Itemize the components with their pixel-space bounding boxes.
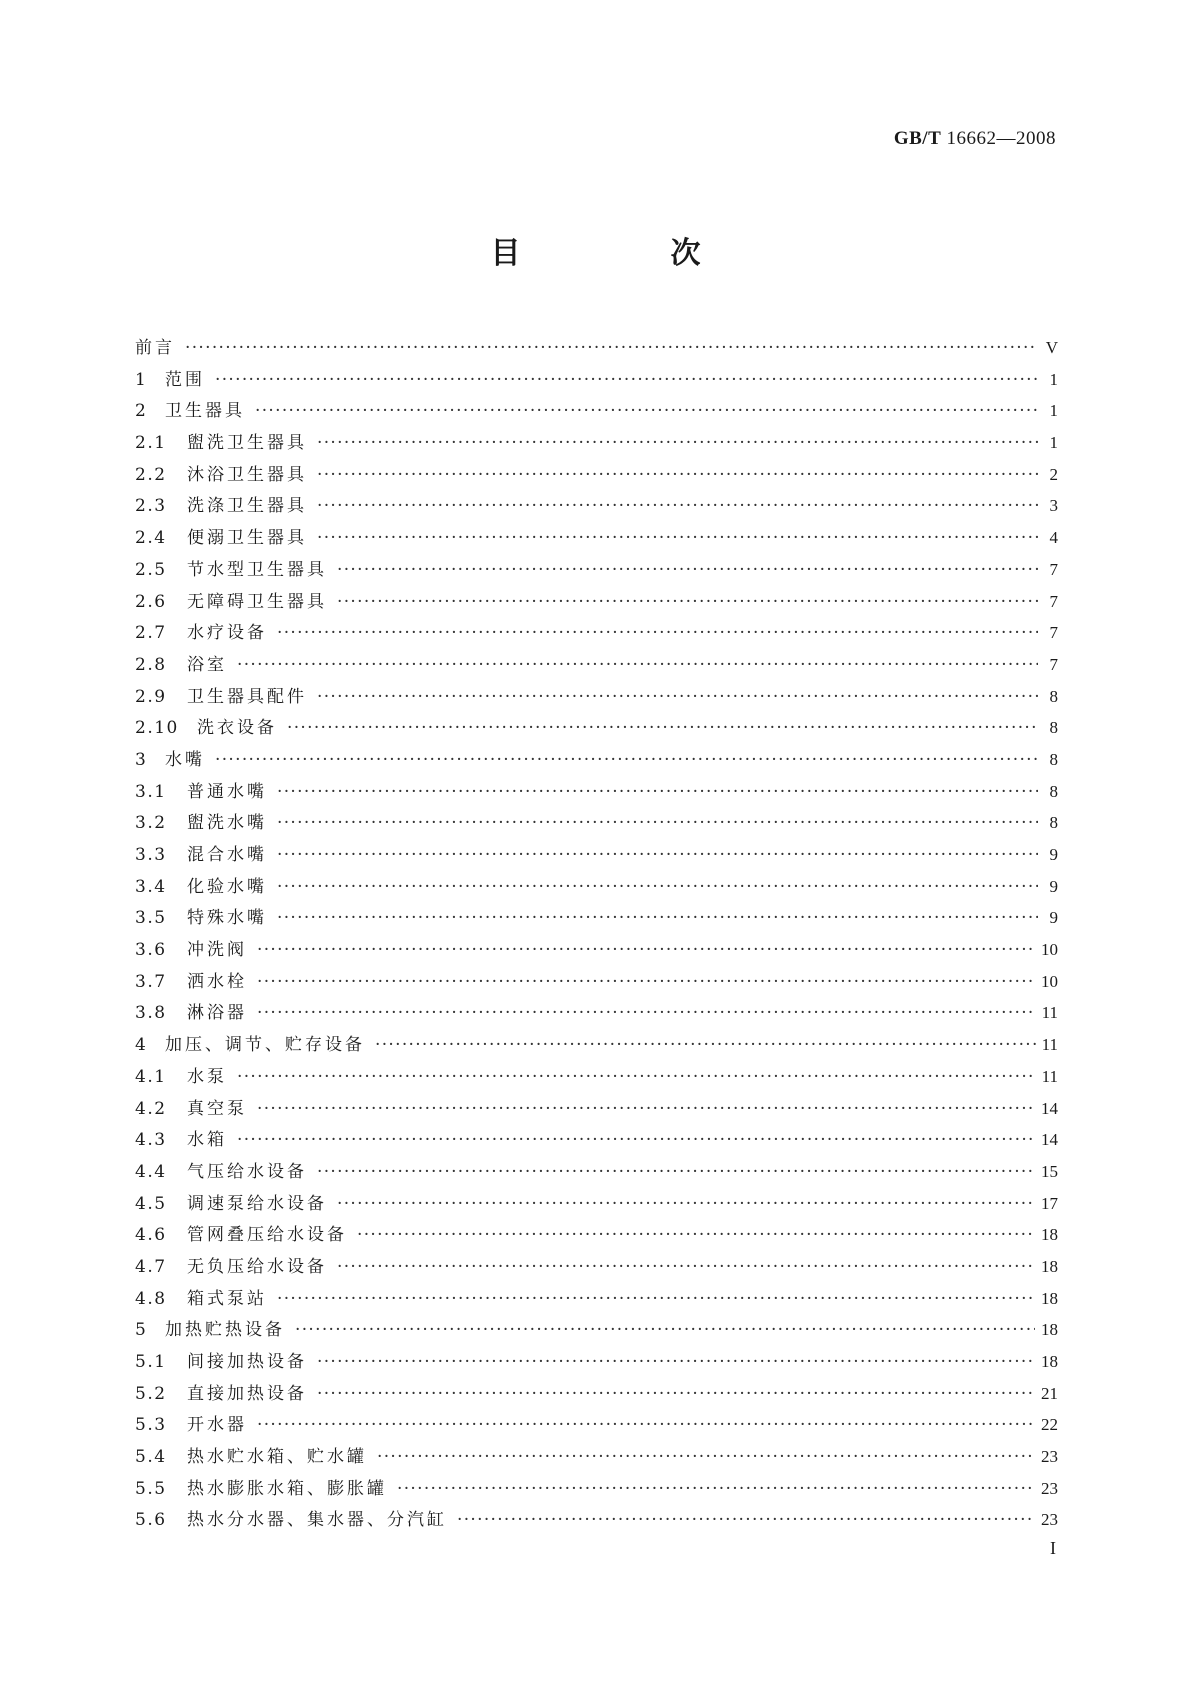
toc-entry-label: 间接加热设备: [187, 1352, 307, 1372]
toc-entry[interactable]: [135, 1029, 1058, 1061]
toc-entry-number: 5.1: [135, 1352, 167, 1372]
toc-entry-label: 便溺卫生器具: [187, 528, 307, 549]
toc-entry-number: 3.2: [135, 813, 167, 834]
toc-entry-page: V: [1045, 338, 1058, 357]
toc-entry-label: 水泵: [187, 1066, 227, 1087]
toc-entry[interactable]: [135, 1219, 1058, 1251]
toc-entry-page: 11: [1041, 1035, 1058, 1055]
toc-entry-page: 8: [1049, 781, 1058, 801]
toc-leader: [277, 1284, 1035, 1316]
toc-entry-number: 3.7: [135, 971, 167, 992]
toc-entry[interactable]: [135, 617, 1058, 649]
toc-leader: [377, 1442, 1035, 1474]
toc-entry[interactable]: [135, 1473, 1058, 1505]
toc-entry[interactable]: [135, 1124, 1058, 1156]
toc-leader: [317, 523, 1038, 555]
toc-entry[interactable]: [135, 712, 1058, 744]
toc-entry-label: 调速泵给水设备: [187, 1193, 327, 1214]
toc-entry-page: 4: [1049, 528, 1058, 548]
toc-entry[interactable]: [135, 649, 1058, 681]
toc-entry-page: 23: [1041, 1478, 1058, 1498]
toc-entry-number: 4.3: [135, 1130, 167, 1151]
toc-leader: [277, 840, 1038, 872]
toc-entry-page: 11: [1041, 1003, 1058, 1023]
toc-entry[interactable]: [135, 395, 1058, 427]
toc-entry-label: 卫生器具: [165, 401, 245, 422]
toc-entry-label: 直接加热设备: [187, 1383, 307, 1404]
standard-code-number: 16662—2008: [946, 128, 1056, 149]
toc-entry-page: 23: [1041, 1447, 1058, 1467]
toc-entry-page: 15: [1041, 1161, 1058, 1181]
toc-entry-number: 4: [135, 1035, 148, 1056]
toc-leader: [277, 808, 1038, 840]
toc-leader: [317, 682, 1038, 714]
toc-entry-label: 普通水嘴: [187, 781, 267, 802]
toc-entry-number: 2.7: [135, 623, 167, 644]
toc-leader: [215, 365, 1038, 397]
toc-entry-page: 8: [1049, 718, 1058, 738]
toc-entry-label: 冲洗阀: [187, 940, 247, 961]
toc-entry[interactable]: [135, 744, 1058, 776]
toc-entry[interactable]: [135, 364, 1058, 396]
toc-entry-label: 加热贮热设备: [165, 1320, 285, 1341]
toc-entry-label: 无障碍卫生器具: [187, 591, 327, 612]
toc-entry-label: 洗衣设备: [197, 718, 277, 739]
toc-entry-page: 18: [1041, 1225, 1058, 1245]
toc-entry[interactable]: [135, 1504, 1058, 1536]
toc-entry[interactable]: [135, 776, 1058, 808]
toc-entry-page: 7: [1049, 559, 1058, 579]
toc-entry-page: 18: [1041, 1256, 1058, 1276]
toc-entry-number: 2.8: [135, 654, 167, 675]
toc-leader: [317, 1379, 1035, 1411]
toc-leader: [357, 1220, 1035, 1252]
toc-leader: [337, 587, 1038, 619]
toc-leader: [277, 872, 1038, 904]
toc-entry-number: 3.6: [135, 940, 167, 961]
toc-entry-label: 盥洗水嘴: [187, 813, 267, 834]
toc-entry-page: 9: [1049, 908, 1058, 928]
toc-leader: [287, 713, 1038, 745]
toc-entry[interactable]: [135, 427, 1058, 459]
toc-entry-label: 水疗设备: [187, 623, 267, 644]
toc-entry-label: 管网叠压给水设备: [187, 1225, 347, 1246]
toc-leader: [457, 1505, 1035, 1537]
toc-entry-label: 热水贮水箱、贮水罐: [187, 1447, 367, 1468]
toc-entry-number: 2: [135, 401, 148, 422]
toc-entry-page: 1: [1049, 433, 1058, 453]
toc-entry[interactable]: [135, 1441, 1058, 1473]
toc-entry-page: 9: [1049, 876, 1058, 896]
toc-entry[interactable]: [135, 1409, 1058, 1441]
toc-entry-number: 2.6: [135, 591, 167, 612]
toc-leader: [255, 396, 1038, 428]
toc-entry-page: 8: [1049, 749, 1058, 769]
toc-title: 目 次: [490, 236, 761, 271]
toc-entry[interactable]: [135, 554, 1058, 586]
toc-leader: [277, 903, 1038, 935]
toc-entry-label: 节水型卫生器具: [187, 559, 327, 580]
toc-entry[interactable]: [135, 1061, 1058, 1093]
toc-entry-page: 1: [1049, 369, 1058, 389]
toc-entry-number: 2.4: [135, 528, 167, 549]
toc-entry[interactable]: [135, 459, 1058, 491]
toc-entry-number: 4.6: [135, 1225, 167, 1246]
toc-entry-label: 混合水嘴: [187, 845, 267, 865]
toc-entry-page: 18: [1041, 1320, 1058, 1340]
toc-entry-number: 2.3: [135, 496, 167, 517]
toc-entry-page: 7: [1049, 654, 1058, 674]
toc-entry-number: 3.4: [135, 876, 167, 897]
toc-entry[interactable]: [135, 807, 1058, 839]
toc-entry-page: 7: [1049, 591, 1058, 611]
toc-entry[interactable]: [135, 1346, 1058, 1378]
toc-leader: [337, 555, 1038, 587]
toc-entry-label: 热水分水器、集水器、分汽缸: [187, 1510, 447, 1531]
toc-entry-page: 1: [1049, 401, 1058, 421]
toc-entry-number: 4.7: [135, 1256, 167, 1277]
toc-entry[interactable]: [135, 871, 1058, 903]
toc-entry[interactable]: [135, 586, 1058, 618]
toc-entry[interactable]: [135, 681, 1058, 713]
toc-entry-label: 开水器: [187, 1415, 247, 1436]
toc-entry-page: 21: [1041, 1383, 1058, 1403]
toc-entry-label: 浴室: [187, 654, 227, 675]
toc-entry[interactable]: [135, 966, 1058, 998]
toc-entry-number: 4.2: [135, 1098, 167, 1119]
toc-entry-number: 3.3: [135, 845, 167, 865]
toc-entry[interactable]: [135, 934, 1058, 966]
toc-leader: [237, 1062, 1036, 1094]
toc-entry[interactable]: [135, 1314, 1058, 1346]
toc-entry-label: 范围: [165, 369, 205, 390]
toc-entry-label: 特殊水嘴: [187, 908, 267, 929]
toc-entry-number: 2.10: [135, 718, 179, 739]
toc-entry-number: 5.4: [135, 1447, 167, 1468]
toc-entry-label: 无负压给水设备: [187, 1256, 327, 1277]
toc-entry-page: 2: [1049, 464, 1058, 484]
toc-leader: [277, 618, 1038, 650]
toc-entry-label: 真空泵: [187, 1098, 247, 1119]
page-number: I: [1050, 1538, 1056, 1558]
toc-leader: [337, 1189, 1035, 1221]
toc-entry-number: 5.6: [135, 1510, 167, 1531]
toc-entry[interactable]: [135, 1093, 1058, 1125]
toc-entry-page: 8: [1049, 686, 1058, 706]
toc-entry-label: 加压、调节、贮存设备: [165, 1035, 365, 1056]
toc-entry-number: 2.5: [135, 559, 167, 580]
toc-leader: [257, 998, 1036, 1030]
standard-code: [894, 128, 1056, 150]
toc-entry-label: 洗涤卫生器具: [187, 496, 307, 517]
toc-entry-number: 2.9: [135, 686, 167, 707]
toc-entry-label: 化验水嘴: [187, 876, 267, 897]
toc-entry-page: 18: [1041, 1288, 1058, 1308]
toc-entry-page: 23: [1041, 1510, 1058, 1530]
toc-leader: [257, 967, 1035, 999]
toc-leader: [215, 745, 1038, 777]
toc-entry[interactable]: [135, 839, 1058, 871]
toc-entry-page: 7: [1049, 623, 1058, 643]
toc-leader: [257, 1410, 1035, 1442]
toc-leader: [295, 1315, 1035, 1347]
toc-entry-page: 17: [1041, 1193, 1058, 1213]
toc-entry-page: 8: [1049, 813, 1058, 833]
toc-leader: [277, 777, 1038, 809]
toc-leader: [257, 1094, 1035, 1126]
toc-entry-number: 2.1: [135, 433, 167, 454]
toc-entry-label: 水嘴: [165, 749, 205, 770]
toc-entry-number: 1: [135, 369, 148, 390]
toc-entry-number: 2.2: [135, 464, 167, 485]
toc-entry-label: 沐浴卫生器具: [187, 464, 307, 485]
toc-entry-page: 18: [1041, 1352, 1058, 1371]
toc-entry-number: 4.8: [135, 1288, 167, 1309]
toc-entry[interactable]: [135, 1283, 1058, 1315]
toc-leader: [317, 1157, 1035, 1189]
toc-entry-label: 箱式泵站: [187, 1288, 267, 1309]
toc-entry[interactable]: [135, 1251, 1058, 1283]
toc-leader: [185, 333, 1038, 365]
toc-entry-page: 3: [1049, 496, 1058, 516]
toc-entry-page: 10: [1041, 971, 1058, 991]
toc-entry-page: 11: [1041, 1066, 1058, 1086]
toc-leader: [397, 1474, 1035, 1506]
toc-leader: [375, 1030, 1036, 1062]
toc-entry-page: 9: [1049, 845, 1058, 864]
toc-leader: [237, 650, 1038, 682]
toc-leader: [317, 491, 1038, 523]
table-of-contents: [135, 332, 1058, 1536]
toc-leader: [337, 1252, 1035, 1284]
toc-entry-label: 盥洗卫生器具: [187, 433, 307, 454]
toc-entry-number: 5: [135, 1320, 148, 1341]
toc-entry-number: 4.4: [135, 1161, 167, 1182]
toc-entry-label: 热水膨胀水箱、膨胀罐: [187, 1478, 387, 1499]
toc-leader: [237, 1125, 1035, 1157]
standard-code-prefix: GB/T: [893, 128, 942, 149]
toc-entry-number: 4.5: [135, 1193, 167, 1214]
toc-entry[interactable]: [135, 1156, 1058, 1188]
toc-entry-label: 气压给水设备: [187, 1161, 307, 1182]
toc-entry-page: 10: [1041, 940, 1058, 960]
toc-entry[interactable]: [135, 1378, 1058, 1410]
toc-entry-page: 22: [1041, 1415, 1058, 1435]
toc-entry[interactable]: [135, 332, 1058, 364]
toc-leader: [257, 935, 1035, 967]
toc-entry-page: 14: [1041, 1130, 1058, 1150]
toc-entry[interactable]: [135, 522, 1058, 554]
toc-leader: [317, 460, 1038, 492]
toc-entry-label: 水箱: [187, 1130, 227, 1151]
toc-entry-label: 卫生器具配件: [187, 686, 307, 707]
toc-entry-number: 3: [135, 749, 148, 770]
toc-leader: [317, 1347, 1035, 1379]
toc-entry-number: 3.8: [135, 1003, 167, 1024]
toc-entry-number: 5.2: [135, 1383, 167, 1404]
toc-leader: [317, 428, 1038, 460]
toc-entry-label: 洒水栓: [187, 971, 247, 992]
toc-entry[interactable]: [135, 1188, 1058, 1220]
toc-entry[interactable]: [135, 997, 1058, 1029]
toc-entry-number: 4.1: [135, 1066, 167, 1087]
toc-entry-page: 14: [1041, 1098, 1058, 1118]
toc-entry-number: 3.1: [135, 781, 167, 802]
toc-entry-number: 5.5: [135, 1478, 167, 1499]
toc-entry-label: 前言: [135, 338, 175, 358]
toc-entry[interactable]: [135, 490, 1058, 522]
toc-entry[interactable]: [135, 902, 1058, 934]
toc-entry-number: 3.5: [135, 908, 167, 929]
toc-entry-number: 5.3: [135, 1415, 167, 1436]
toc-entry-label: 淋浴器: [187, 1003, 247, 1024]
